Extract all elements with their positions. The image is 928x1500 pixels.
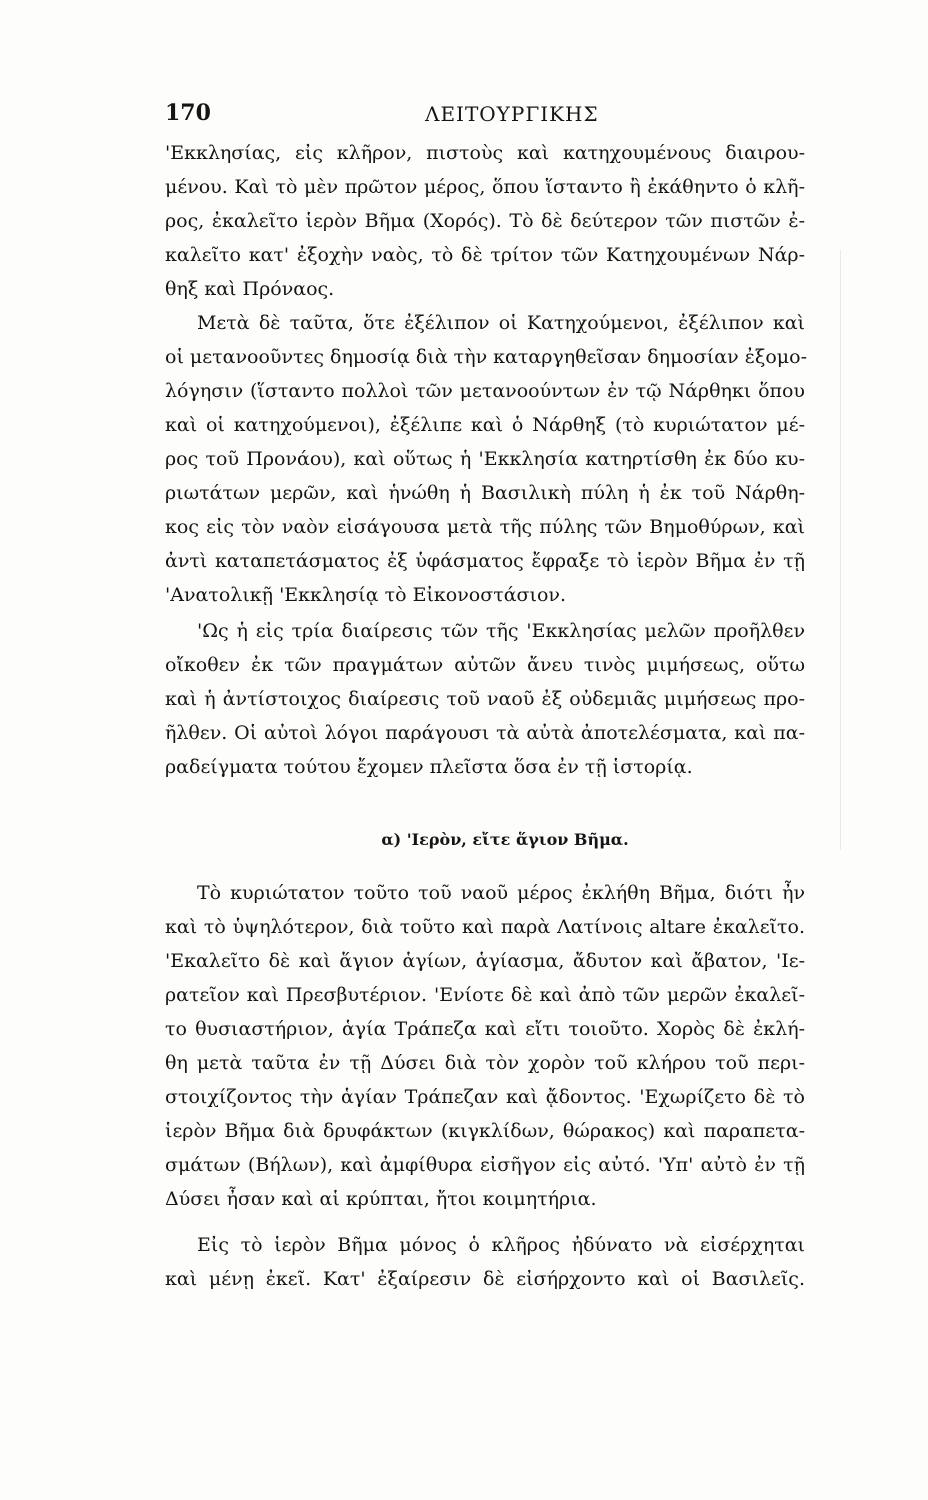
text-line: Δύσει ἦσαν καὶ αἱ κρύπται, ἤτοι κοιμητήρια. xyxy=(165,1188,597,1210)
section-heading: α) 'Ιερὸν, εἴτε ἅγιον Βῆμα. xyxy=(381,830,629,849)
text-line: λόγησιν (ἵσταντο πολλοὶ τῶν μετανοούντων ἐν τῷ Νάρθηκι ὅπου xyxy=(165,380,805,402)
text-line: κος εἰς τὸν ναὸν εἰσάγουσα μετὰ τῆς πύλης τῶν Βημοθύρων, καὶ xyxy=(165,516,805,538)
text-line: 'Ως ἡ εἰς τρία διαίρεσις τῶν τῆς 'Εκκλησίας μελῶν προῆλθεν xyxy=(197,620,805,642)
text-line: μένου. Καὶ τὸ μὲν πρῶτον μέρος, ὅπου ἵσταντο ἢ ἐκάθηντο ὁ κλῆ- xyxy=(165,176,805,198)
text-line: καὶ τὸ ὑψηλότερον, διὰ τοῦτο καὶ παρὰ Λατίνοις altare ἐκαλεῖτο. xyxy=(165,916,805,938)
text-line: καὶ ἡ ἀντίστοιχος διαίρεσις τοῦ ναοῦ ἐξ οὐδεμιᾶς μιμήσεως προ- xyxy=(165,688,805,710)
text-line: 'Ανατολικῇ 'Εκκλησίᾳ τὸ Εἰκονοστάσιον. xyxy=(165,584,566,606)
paragraph-5 xyxy=(165,1228,805,1296)
text-line: καὶ οἱ κατηχούμενοι), ἐξέλιπε καὶ ὁ Νάρθηξ (τὸ κυριώτατον μέ- xyxy=(165,414,805,436)
text-line: οἴκοθεν ἐκ τῶν πραγμάτων αὐτῶν ἄνευ τινὸς μιμήσεως, οὕτω xyxy=(165,654,805,676)
paragraph-4 xyxy=(165,876,805,1216)
page-header xyxy=(165,100,805,130)
text-line: 'Εκκλησίας, εἰς κλῆρον, πιστοὺς καὶ κατηχουμένους διαιρου- xyxy=(165,142,805,164)
paragraph-2 xyxy=(165,306,808,612)
text-line: Μετὰ δὲ ταῦτα, ὅτε ἐξέλιπον οἱ Κατηχούμενοι, ἐξέλιπον καὶ xyxy=(197,312,805,334)
paragraph-3 xyxy=(165,614,805,784)
text-line: ρος τοῦ Προνάου), καὶ οὕτως ἡ 'Εκκλησία κατηρτίσθη ἐκ δύο κυ- xyxy=(165,448,805,470)
text-line: Τὸ κυριώτατον τοῦτο τοῦ ναοῦ μέρος ἐκλήθη Βῆμα, διότι ἦν xyxy=(197,882,805,904)
text-line: καλεῖτο κατ' ἐξοχὴν ναὸς, τὸ δὲ τρίτον τῶν Κατηχουμένων Νάρ- xyxy=(165,244,805,266)
text-line: ριωτάτων μερῶν, καὶ ἡνώθη ἡ Βασιλικὴ πύλη ἡ ἐκ τοῦ Νάρθη- xyxy=(165,482,805,504)
text-line: Εἰς τὸ ἱερὸν Βῆμα μόνος ὁ κλῆρος ἠδύνατο νὰ εἰσέρχηται xyxy=(197,1234,805,1256)
text-line: 'Εκαλεῖτο δὲ καὶ ἅγιον ἁγίων, ἁγίασμα, ἄδυτον καὶ ἄβατον, 'Ιε- xyxy=(165,950,805,972)
text-line: το θυσιαστήριον, ἁγία Τράπεζα καὶ εἴτι τοιοῦτο. Χορὸς δὲ ἐκλή- xyxy=(165,1018,805,1040)
text-line: ρος, ἐκαλεῖτο ἱερὸν Βῆμα (Χορός). Τὸ δὲ δεύτερον τῶν πιστῶν ἐ- xyxy=(165,210,805,232)
text-line: καὶ μένῃ ἐκεῖ. Κατ' ἐξαίρεσιν δὲ εἰσήρχοντο καὶ οἱ Βασιλεῖς. xyxy=(165,1268,805,1290)
show-through-shadow xyxy=(840,250,841,850)
paragraph-1 xyxy=(165,136,805,306)
running-title: ΛΕΙΤΟΥΡΓΙΚΗΣ xyxy=(425,102,599,126)
text-line: στοιχίζοντος τὴν ἁγίαν Τράπεζαν καὶ ᾄδοντος. 'Εχωρίζετο δὲ τὸ xyxy=(165,1086,805,1108)
text-line: ἀντὶ καταπετάσματος ἐξ ὑφάσματος ἔφραξε τὸ ἱερὸν Βῆμα ἐν τῇ xyxy=(165,550,805,572)
text-line: ῆλθεν. Οἱ αὐτοὶ λόγοι παράγουσι τὰ αὐτὰ ἀποτελέσματα, καὶ πα- xyxy=(165,722,805,744)
text-line: ραδείγματα τούτου ἔχομεν πλεῖστα ὅσα ἐν τῇ ἱστορίᾳ. xyxy=(165,756,693,778)
text-line: σμάτων (Βήλων), καὶ ἀμφίθυρα εἰσῆγον εἰς αὐτό. 'Υπ' αὐτὸ ἐν τῇ xyxy=(165,1154,805,1176)
text-line: ρατεῖον καὶ Πρεσβυτέριον. 'Ενίοτε δὲ καὶ ἀπὸ τῶν μερῶν ἐκαλεῖ- xyxy=(165,984,805,1006)
text-line: θη μετὰ ταῦτα ἐν τῇ Δύσει διὰ τὸν χορὸν τοῦ κλήρου τοῦ περι- xyxy=(165,1052,805,1074)
text-line: θηξ καὶ Πρόναος. xyxy=(165,278,335,300)
text-line: οἱ μετανοοῦντες δημοσίᾳ διὰ τὴν καταργηθεῖσαν δημοσίαν ἐξομο- xyxy=(165,346,808,368)
page-number: 170 xyxy=(165,100,211,126)
text-line: ἱερὸν Βῆμα διὰ δρυφάκτων (κιγκλίδων, θώρακος) καὶ παραπετα- xyxy=(165,1120,805,1142)
